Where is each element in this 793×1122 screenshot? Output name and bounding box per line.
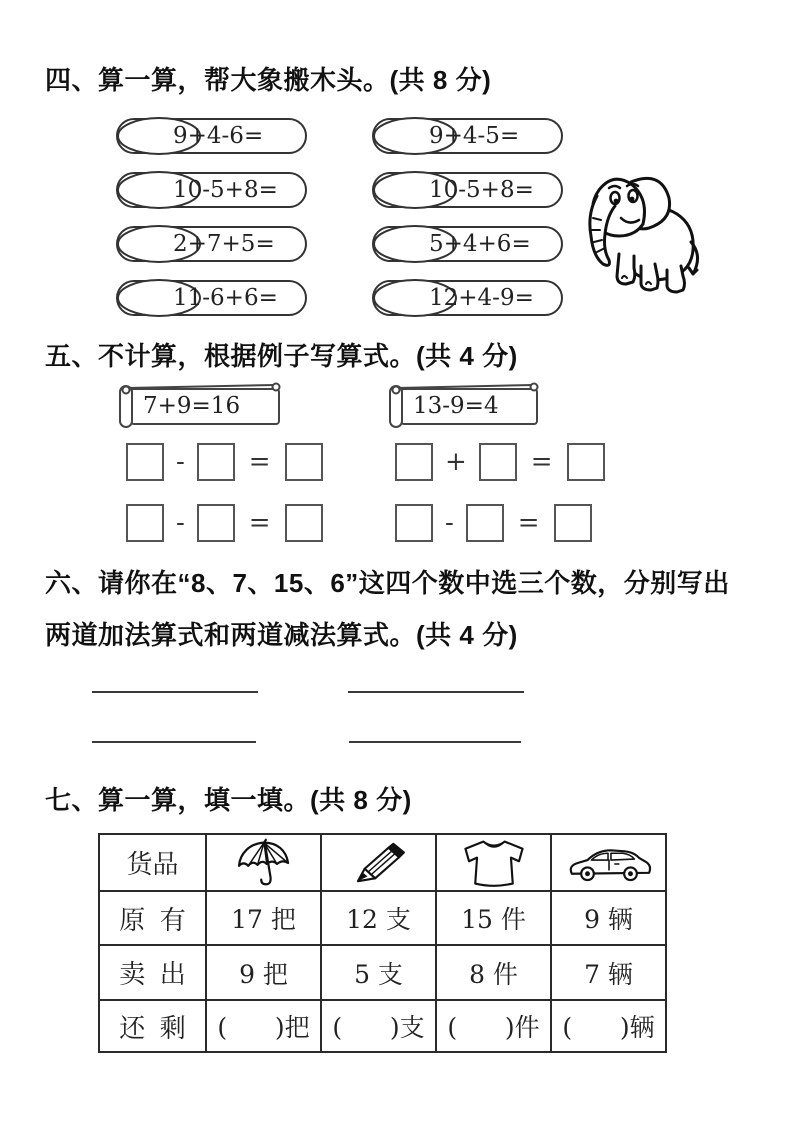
problem-expression: 12+4-9= xyxy=(429,285,534,311)
value-cell: 8 件 xyxy=(436,945,551,1000)
equals-label: = xyxy=(248,447,271,477)
log-problem[interactable] xyxy=(115,278,308,318)
equals-label: = xyxy=(248,508,271,538)
log-problem[interactable] xyxy=(115,170,308,210)
section-seven-title: 七、算一算，填一填。(共 8 分) xyxy=(45,785,412,815)
blank-square[interactable] xyxy=(197,504,235,542)
problem-expression: 10-5+8= xyxy=(173,177,278,203)
fill-in-cell[interactable]: ( )件 xyxy=(436,1000,551,1052)
section-six-title-line1: 六、请你在“8、7、15、6”这四个数中选三个数，分别写出 xyxy=(45,568,730,598)
problem-expression: 5+4+6= xyxy=(429,231,531,257)
blank-square[interactable] xyxy=(479,443,517,481)
fill-in-cell[interactable]: ( )支 xyxy=(321,1000,436,1052)
equation-blank-row xyxy=(395,441,605,483)
blank-square[interactable] xyxy=(285,443,323,481)
blank-square[interactable] xyxy=(197,443,235,481)
equation-blank-row xyxy=(126,441,323,483)
table-row xyxy=(99,1000,666,1052)
row-label-cell: 还 剩 xyxy=(99,1000,206,1052)
row-label-cell: 原 有 xyxy=(99,891,206,945)
problem-expression: 9+4-6= xyxy=(173,123,264,149)
log-problem[interactable] xyxy=(371,278,564,318)
table-row xyxy=(99,945,666,1000)
blank-square[interactable] xyxy=(126,504,164,542)
answer-line[interactable] xyxy=(348,691,524,693)
answer-line[interactable] xyxy=(349,741,521,743)
value-cell: 9 辆 xyxy=(551,891,666,945)
log-problem[interactable] xyxy=(371,116,564,156)
operator-label: - xyxy=(176,508,185,538)
value-cell: 17 把 xyxy=(206,891,321,945)
answer-line[interactable] xyxy=(92,691,258,693)
log-problem[interactable] xyxy=(115,116,308,156)
log-problem[interactable] xyxy=(371,224,564,264)
goods-header-cell xyxy=(436,834,551,891)
blank-square[interactable] xyxy=(395,443,433,481)
blank-square[interactable] xyxy=(126,443,164,481)
section-five-title: 五、不计算，根据例子写算式。(共 4 分) xyxy=(45,341,518,371)
operator-label: - xyxy=(445,508,454,538)
value-cell: 12 支 xyxy=(321,891,436,945)
example-scroll xyxy=(117,381,285,429)
blank-square[interactable] xyxy=(567,443,605,481)
table-row xyxy=(99,891,666,945)
goods-header-cell xyxy=(206,834,321,891)
operator-label: + xyxy=(445,447,467,477)
problem-expression: 9+4-5= xyxy=(429,123,520,149)
goods-corner-cell: 货品 xyxy=(99,834,206,891)
example-scroll xyxy=(387,381,543,429)
elephant-icon xyxy=(585,158,707,296)
fill-in-cell[interactable]: ( )把 xyxy=(206,1000,321,1052)
value-cell: 9 把 xyxy=(206,945,321,1000)
equation-blank-row xyxy=(126,502,323,544)
goods-header-cell xyxy=(551,834,666,891)
operator-label: - xyxy=(176,447,185,477)
section-six-title-line2: 两道加法算式和两道减法算式。(共 4 分) xyxy=(45,620,518,650)
problem-expression: 10-5+8= xyxy=(429,177,534,203)
equals-label: = xyxy=(517,508,540,538)
fill-in-cell[interactable]: ( )辆 xyxy=(551,1000,666,1052)
pencil-icon xyxy=(350,841,408,885)
value-cell: 15 件 xyxy=(436,891,551,945)
section-four-title: 四、算一算，帮大象搬木头。(共 8 分) xyxy=(45,65,492,95)
blank-square[interactable] xyxy=(466,504,504,542)
answer-line[interactable] xyxy=(92,741,256,743)
value-cell: 5 支 xyxy=(321,945,436,1000)
blank-square[interactable] xyxy=(395,504,433,542)
value-cell: 7 辆 xyxy=(551,945,666,1000)
problem-expression: 11-6+6= xyxy=(173,285,278,311)
blank-square[interactable] xyxy=(285,504,323,542)
row-label-cell: 卖 出 xyxy=(99,945,206,1000)
example-expression: 13-9=4 xyxy=(413,393,499,419)
equals-label: = xyxy=(530,447,553,477)
log-problem[interactable] xyxy=(371,170,564,210)
example-expression: 7+9=16 xyxy=(143,393,241,419)
car-icon xyxy=(566,842,652,884)
log-problem[interactable] xyxy=(115,224,308,264)
tshirt-icon xyxy=(459,838,529,888)
goods-table xyxy=(98,833,667,1053)
equation-blank-row xyxy=(395,502,592,544)
problem-expression: 2+7+5= xyxy=(173,231,275,257)
umbrella-icon xyxy=(235,838,293,888)
blank-square[interactable] xyxy=(554,504,592,542)
goods-header-cell xyxy=(321,834,436,891)
